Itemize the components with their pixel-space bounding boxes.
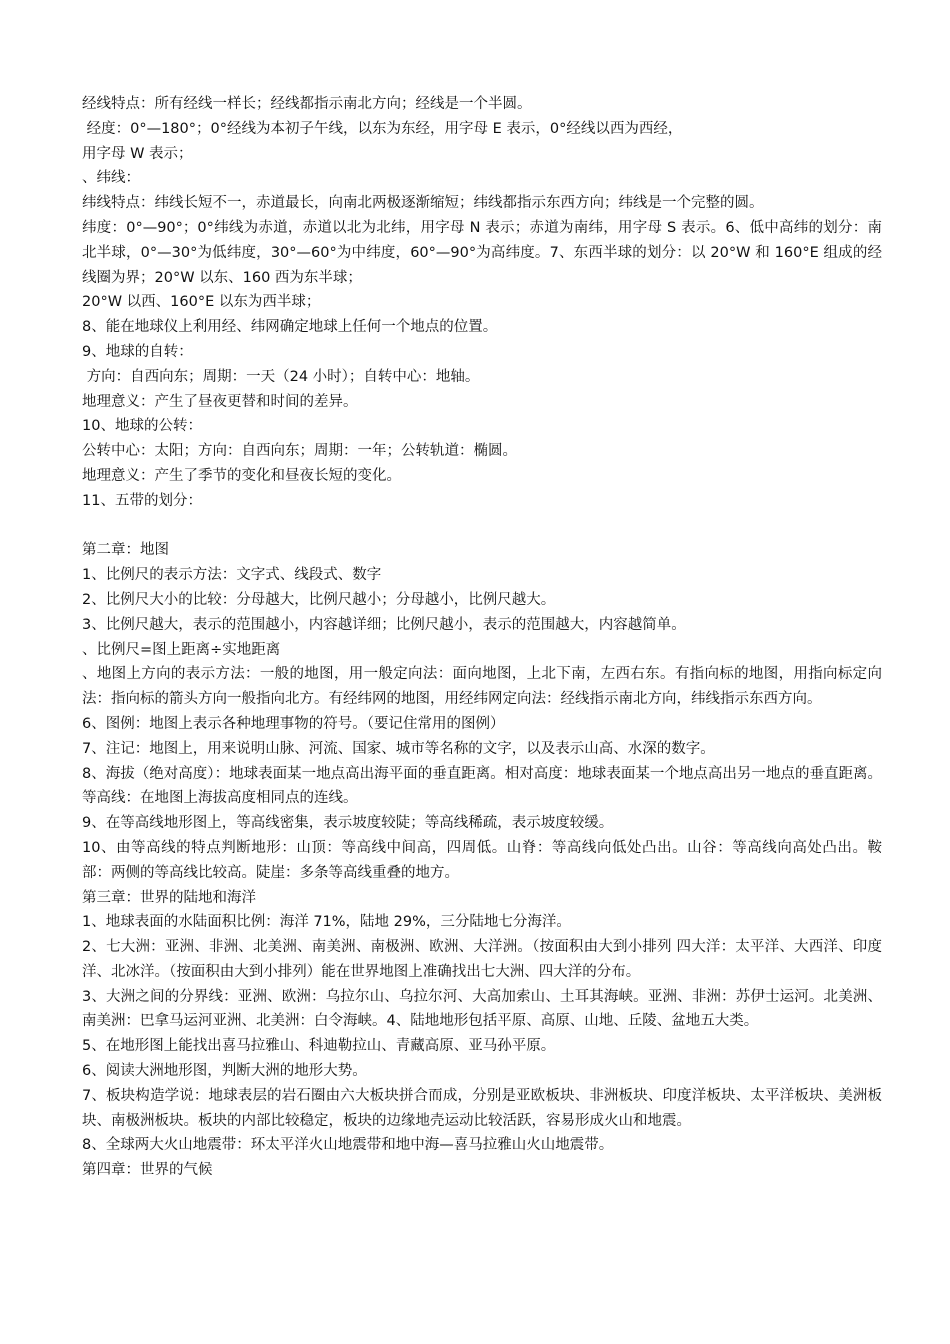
chapter-heading: 第二章：地图	[82, 542, 169, 559]
document-page	[82, 92, 882, 1183]
paragraph: 地理意义：产生了季节的变化和昼夜长短的变化。	[82, 467, 401, 484]
paragraph: 2、七大洲：亚洲、非洲、北美洲、南美洲、南极洲、欧洲、大洋洲。（按面积由大到小排列 四大洋：太平洋、大西洋、印度洋、北冰洋。（按面积由大到小排列）能在世界地图上准确找出七大洲、四大洋的分布。	[82, 939, 882, 980]
paragraph: 1、比例尺的表示方法：文字式、线段式、数字	[82, 567, 382, 584]
paragraph: 、纬线：	[82, 170, 140, 187]
paragraph: 7、板块构造学说：地球表层的岩石圈由六大板块拼合而成，分别是亚欧板块、非洲板块、印度洋板块、太平洋板块、美洲板块、南极洲板块。板块的内部比较稳定，板块的边缘地壳运动比较活跃，容易形成火山和地震。	[82, 1087, 882, 1129]
paragraph: 方向：自西向东；周期：一天（24 小时）；自转中心：地轴。	[82, 368, 480, 385]
paragraph: 6、阅读大洲地形图，判断大洲的地形大势。	[82, 1063, 367, 1080]
paragraph: 用字母 W 表示；	[82, 145, 193, 162]
chapter-heading: 第三章：世界的陆地和海洋	[82, 889, 256, 906]
paragraph: 9、地球的自转：	[82, 343, 193, 360]
paragraph: 3、比例尺越大，表示的范围越小，内容越详细；比例尺越小，表示的范围越大，内容越简单。	[82, 616, 686, 633]
paragraph: 6、图例：地图上表示各种地理事物的符号。（要记住常用的图例）	[82, 715, 505, 732]
paragraph: 11、五带的划分：	[82, 492, 202, 509]
paragraph: 20°W 以西、160°E 以东为西半球；	[82, 294, 321, 311]
paragraph: 、比例尺=图上距离÷实地距离	[82, 641, 281, 658]
paragraph: 7、注记：地图上，用来说明山脉、河流、国家、城市等名称的文字，以及表示山高、水深的数字。	[82, 740, 715, 757]
paragraph: 8、全球两大火山地震带：环太平洋火山地震带和地中海—喜马拉雅山火山地震带。	[82, 1137, 614, 1154]
paragraph: 9、在等高线地形图上，等高线密集，表示坡度较陡；等高线稀疏，表示坡度较缓。	[82, 815, 614, 832]
paragraph: 纬度：0°—90°；0°纬线为赤道，赤道以北为北纬，用字母 N 表示；赤道为南纬，用字母 S 表示。6、低中高纬的划分：南北半球，0°—30°为低纬度，30°—60°为中纬度，60°—90°为高纬度。7、东西半球的划分：以 20°W 和 160°E 组成的经线圈为界；20°W 以东、160 西为东半球；	[82, 219, 882, 286]
paragraph: 3、大洲之间的分界线：亚洲、欧洲：乌拉尔山、乌拉尔河、大高加索山、土耳其海峡。亚洲、非洲：苏伊士运河。北美洲、南美洲：巴拿马运河亚洲、北美洲：白令海峡。4、陆地地形包括平原、高原、山地、丘陵、盆地五大类。	[82, 988, 882, 1030]
paragraph: 1、地球表面的水陆面积比例：海洋 71%，陆地 29%，三分陆地七分海洋。	[82, 914, 571, 931]
paragraph: 纬线特点：纬线长短不一，赤道最长，向南北两极逐渐缩短；纬线都指示东西方向；纬线是一个完整的圆。	[82, 195, 764, 212]
paragraph: 经线特点：所有经线一样长；经线都指示南北方向；经线是一个半圆。	[82, 96, 532, 112]
paragraph: 10、由等高线的特点判断地形：山顶：等高线中间高，四周低。山脊：等高线向低处凸出。山谷：等高线向高处凸出。鞍部：两侧的等高线比较高。陡崖：多条等高线重叠的地方。	[82, 839, 882, 881]
paragraph: 8、能在地球仪上利用经、纬网确定地球上任何一个地点的位置。	[82, 319, 498, 336]
paragraph: 2、比例尺大小的比较：分母越大，比例尺越小；分母越小，比例尺越大。	[82, 591, 556, 608]
paragraph: 经度：0°—180°；0°经线为本初子午线，以东为东经，用字母 E 表示，0°经线以西为西经，	[82, 120, 683, 137]
paragraph: 8、海拔（绝对高度）：地球表面某一地点高出海平面的垂直距离。相对高度：地球表面某一个地点高出另一地点的垂直距离。等高线：在地图上海拔高度相同点的连线。	[82, 765, 882, 807]
paragraph: 5、在地形图上能找出喜马拉雅山、科迪勒拉山、青藏高原、亚马孙平原。	[82, 1038, 556, 1055]
paragraph: 10、地球的公转：	[82, 418, 202, 435]
paragraph: 地理意义：产生了昼夜更替和时间的差异。	[82, 393, 358, 410]
blank-line	[82, 514, 882, 539]
paragraph: 公转中心：太阳；方向：自西向东；周期：一年；公转轨道：椭圆。	[82, 443, 517, 460]
paragraph: 、地图上方向的表示方法：一般的地图，用一般定向法：面向地图，上北下南，左西右东。有指向标的地图，用指向标定向法：指向标的箭头方向一般指向北方。有经纬网的地图，用经纬网定向法：经线指示南北方向，纬线指示东西方向。	[82, 666, 882, 708]
chapter-heading: 第四章：世界的气候	[82, 1162, 213, 1179]
